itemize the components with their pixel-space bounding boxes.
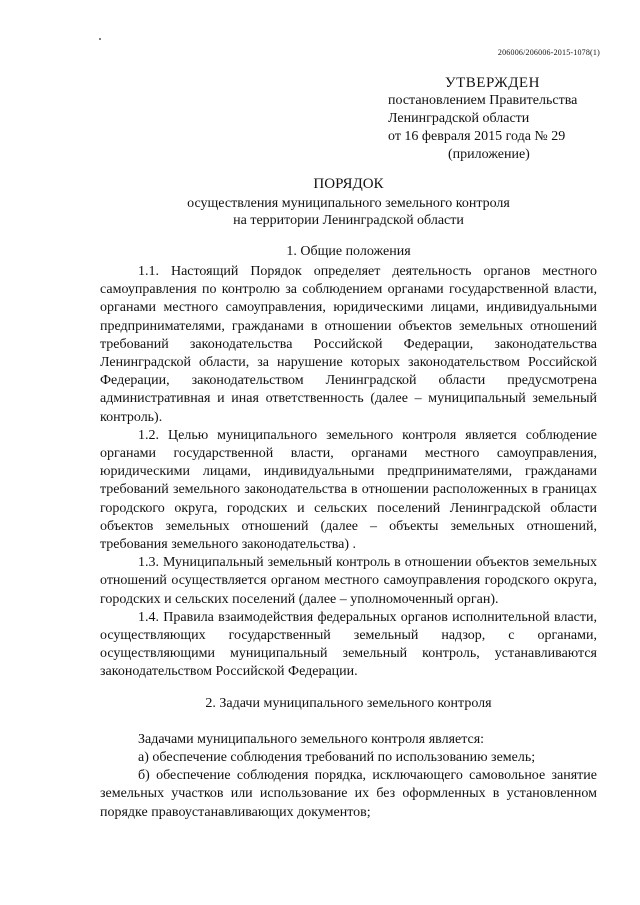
document-code: 206006/206006-2015-1078(1) (497, 48, 600, 57)
paragraph-1-3: 1.3. Муниципальный земельный контроль в отношении объектов земельных отношений осуществляется органом местного самоуправления городского округа, городских и сельских поселений (далее – уполномоченный орган). (100, 555, 597, 607)
section-2-intro: Задачами муниципального земельного контроля является: (138, 731, 485, 747)
approval-line-3: от 16 февраля 2015 года № 29 (388, 129, 566, 144)
approval-line-1: постановлением Правительства (388, 93, 578, 108)
list-item-b: б) обеспечение соблюдения порядка, исключающего самовольное занятие земельных участков или использование их без оформленных в установленном порядке правоустанавливающих документов; (100, 768, 597, 820)
document-title: ПОРЯДОК (313, 176, 384, 192)
list-item-a: а) обеспечение соблюдения требований по использованию земель; (138, 750, 536, 766)
paragraph-1-1: 1.1. Настоящий Порядок определяет деятельность органов местного самоуправления по контролю за соблюдением органами государственной власти, органами местного самоуправления, юридическими лицами, индивидуальными предпринимателями, гражданами в отношении объектов земельных отношений требований законодательства Российской Федерации, законодательства Ленинградской области, за нарушение которых законодательством Российской Федерации, законодательством Ленинградской области предусмотрена административная и иная ответственность (далее – муниципальный земельный контроль). (100, 264, 597, 425)
section-2-title: 2. Задачи муниципального земельного контроля (205, 695, 492, 711)
document-subtitle-2: на территории Ленинградской области (233, 213, 464, 228)
approval-line-2: Ленинградской области (388, 111, 530, 126)
approval-block (388, 74, 618, 164)
scan-speck (99, 38, 101, 40)
section-1-title: 1. Общие положения (286, 244, 411, 259)
document-subtitle-1: осуществления муниципального земельного контроля (187, 196, 510, 211)
approval-title: УТВЕРЖДЕН (445, 75, 540, 91)
paragraph-1-4: 1.4. Правила взаимодействия федеральных органов исполнительной власти, осуществляющих государственный земельный надзор, с органами, осуществляющими муниципальный земельный контроль, устанавливаются законодательством Российской Федерации. (100, 609, 597, 680)
document-body (100, 263, 597, 822)
approval-appendix: (приложение) (448, 147, 530, 162)
paragraph-1-2: 1.2. Целью муниципального земельного контроля является соблюдение органами государственной власти, органами местного самоуправления, юридическими лицами, индивидуальными предпринимателями, гражданами требований земельного законодательства в отношении расположенных в границах городского округа, городских и сельских поселений Ленинградской области объектов земельных отношений (далее – объекты земельных отношений, требования земельного законодательства) . (100, 427, 597, 553)
